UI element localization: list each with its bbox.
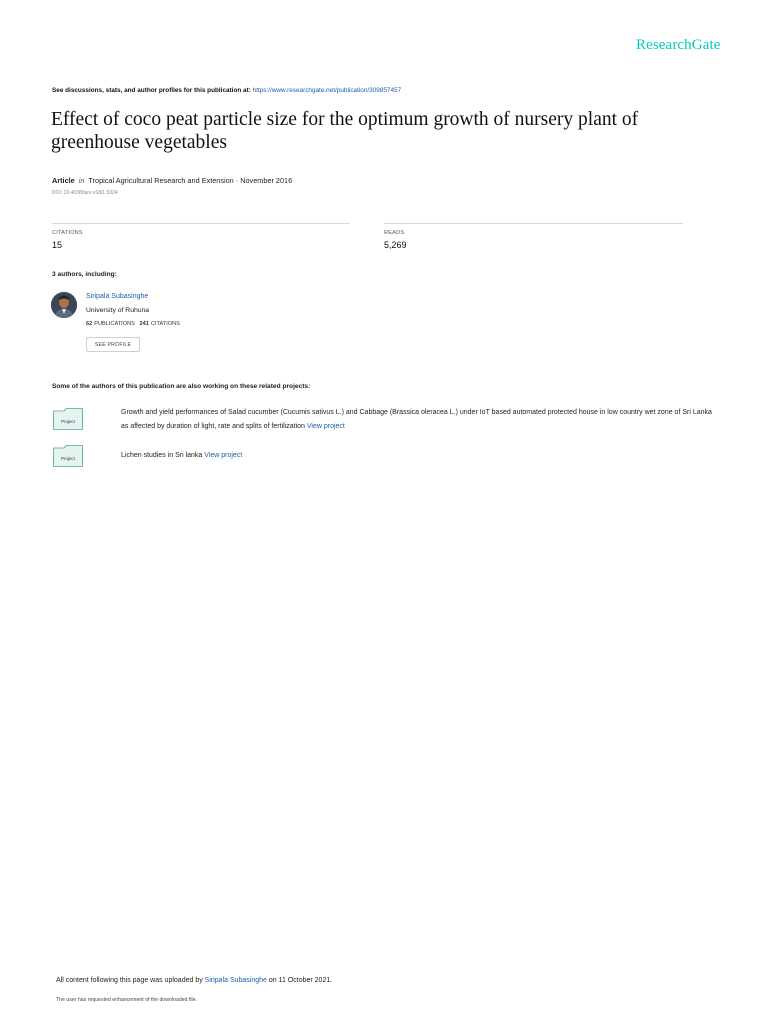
project-title: Lichen studies in Sri lanka	[121, 452, 205, 459]
publications-count: 62	[86, 321, 93, 327]
publication-title: Effect of coco peat particle size for the optimum growth of nursery plant of greenhouse vegetables	[51, 109, 639, 153]
citations-value: 15	[52, 240, 63, 250]
upload-notice	[56, 977, 332, 984]
in-label: in	[78, 176, 85, 185]
discussions-line	[52, 87, 401, 94]
project-icon-label: Project	[61, 419, 75, 424]
journal-name: Tropical Agricultural Research and Extension · November 2016	[88, 176, 293, 185]
upload-suffix: on 11 October 2021.	[266, 977, 333, 984]
researchgate-logo[interactable]: ResearchGate	[636, 37, 721, 53]
divider-reads	[384, 223, 683, 224]
article-type: Article	[52, 176, 75, 185]
uploader-link[interactable]: Siripala Subasinghe	[204, 977, 267, 984]
author-citations-label: CITATIONS	[150, 321, 180, 327]
avatar-photo-icon	[51, 292, 77, 318]
see-profile-button[interactable]: SEE PROFILE	[86, 337, 140, 352]
project-icon-label: Project	[61, 456, 75, 461]
divider-citations	[52, 223, 350, 224]
doi-text: DOI: 10.4038/tare.v18i1.5324	[52, 190, 118, 196]
enhancement-note: The user has requested enhancement of the downloaded file.	[56, 997, 198, 1003]
authors-heading: 3 authors, including:	[52, 271, 117, 278]
author-citations-count: 241	[139, 321, 149, 327]
project-item	[121, 449, 721, 463]
citations-label: CITATIONS	[52, 230, 83, 236]
author-stats	[86, 321, 180, 327]
view-project-link[interactable]: View project	[306, 423, 345, 430]
project-folder-icon[interactable]	[53, 408, 83, 430]
project-item	[121, 406, 721, 434]
author-name-link[interactable]: Siripala Subasinghe	[86, 293, 149, 300]
related-projects-heading: Some of the authors of this publication are also working on these related projects:	[52, 383, 311, 390]
author-avatar[interactable]	[51, 292, 77, 318]
reads-label: READS	[384, 230, 405, 236]
article-info	[52, 176, 292, 185]
discussions-prefix: See discussions, stats, and author profiles for this publication at:	[52, 87, 253, 94]
view-project-link[interactable]: View project	[204, 452, 243, 459]
project-title: Growth and yield performances of Salad cucumber (Cucumis sativus L.) and Cabbage (Brassica oleracea L.) under IoT based automated protected house in low country wet zone of Sri Lanka as affected by duration of light, rate and splits of fertilization	[121, 409, 712, 430]
project-folder-icon[interactable]	[53, 445, 83, 467]
publications-label: PUBLICATIONS	[94, 321, 135, 327]
reads-value: 5,269	[384, 240, 407, 250]
upload-prefix: All content following this page was uploaded by	[56, 977, 205, 984]
publication-url-link[interactable]: https://www.researchgate.net/publication/309857457	[252, 87, 402, 94]
author-institution: University of Ruhuna	[86, 307, 150, 314]
